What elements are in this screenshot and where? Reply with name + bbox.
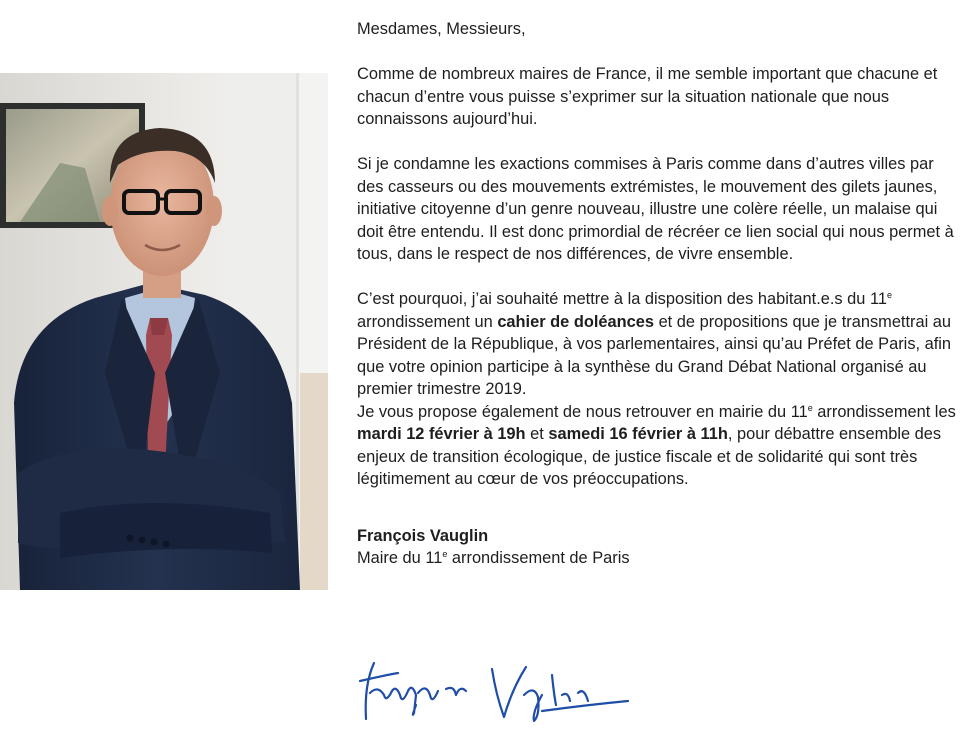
signer-title: Maire du 11e arrondissement de Paris [357, 549, 630, 567]
letter-body [357, 18, 957, 570]
salutation: Mesdames, Messieurs, [357, 20, 526, 38]
paragraph-1: Comme de nombreux maires de France, il me semble important que chacune et chacun d’entre vous puisse s’exprimer sur la situation nationale que nous connaissons aujourd’hui. [357, 65, 938, 128]
portrait-photo [0, 73, 328, 590]
signer-name: François Vauglin [357, 526, 489, 545]
date-1-text: mardi 12 février à 19h [357, 425, 526, 443]
cahier-doleances-text: cahier de doléances [497, 312, 655, 331]
paragraph-4: Je vous propose également de nous retrouver en mairie du 11e arrondissement les mardi 12 février à 19h et samedi 16 février à 11h, pour débattre ensemble des enjeux de transition écologique, de justice fiscale et de solidarité qui sont très légitimement au cœur de vos préoccupations. [357, 402, 956, 488]
handwritten-signature [356, 655, 636, 725]
paragraph-2: Si je condamne les exactions commises à Paris comme dans d’autres villes par des casseurs ou des mouvements extrémistes, le mouvement des gilets jaunes, initiative citoyenne d’un genre nouveau, illustre une colère réelle, un malaise qui doit être entendu. Il est donc primordial de récréer ce lien social qui nous permet à tous, dans le respect de nos différences, de vivre ensemble. [357, 155, 954, 263]
paragraph-3: C’est pourquoi, j’ai souhaité mettre à la disposition des habitant.e.s du 11e arrondissement un cahier de doléances et de propositions que je transmettrai au Président de la République, à vos parlementaires, ainsi qu’au Préfet de Paris, afin que votre opinion participe à la synthèse du Grand Débat National organisé au premier trimestre 2019. [357, 290, 952, 398]
date-2-text: samedi 16 février à 11h [548, 425, 728, 443]
